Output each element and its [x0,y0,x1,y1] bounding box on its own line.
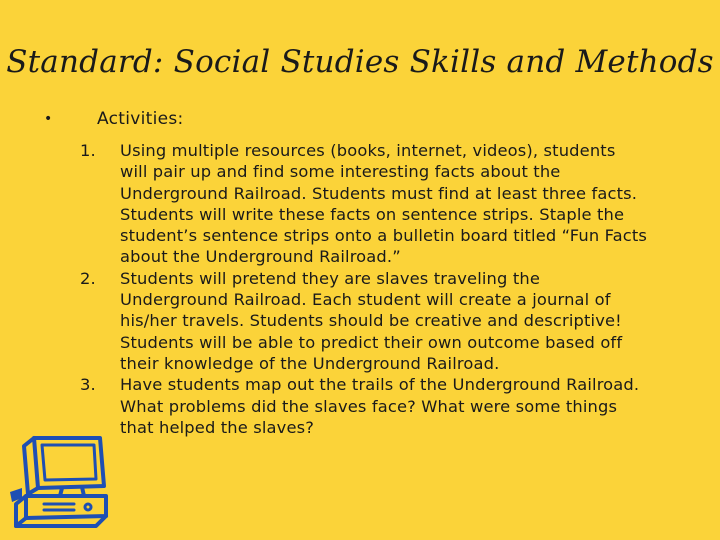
bullet-dot: • [44,111,53,127]
activity-line: student’s sentence strips onto a bulletin board titled “Fun Facts [120,226,648,246]
bullet-heading: Activities: [97,109,184,129]
activity-line: his/her travels. Students should be creative and descriptive! [120,311,622,331]
activity-item-3 [74,374,694,438]
activity-line: their knowledge of the Underground Railroad. [120,353,500,373]
activity-line: What problems did the slaves face? What were some things [120,396,618,416]
activity-line: will pair up and find some interesting facts about the [120,162,561,182]
activity-line: Underground Railroad. Students must find at least three facts. [120,183,638,203]
computer-clipart-icon [8,432,116,532]
activity-line: Underground Railroad. Each student will create a journal of [120,290,611,310]
activity-item-2 [74,268,694,374]
activity-line: that helped the slaves? [120,417,315,437]
activity-line: Using multiple resources (books, internet, videos), students [120,141,616,160]
activity-item-1 [74,140,694,268]
activity-line: about the Underground Railroad.” [120,247,401,267]
activity-line: Students will pretend they are slaves traveling the [120,268,541,288]
activity-number: 1. [80,141,96,160]
activities-list [74,140,694,438]
activity-line: Students will write these facts on sentence strips. Staple the [120,204,625,224]
activity-line: Students will be able to predict their own outcome based off [120,332,623,352]
activity-line: Have students map out the trails of the Underground Railroad. [120,375,640,395]
activity-number: 3. [80,375,96,395]
activity-number: 2. [80,268,96,288]
slide-title: Standard: Social Studies Skills and Methods [6,44,714,80]
